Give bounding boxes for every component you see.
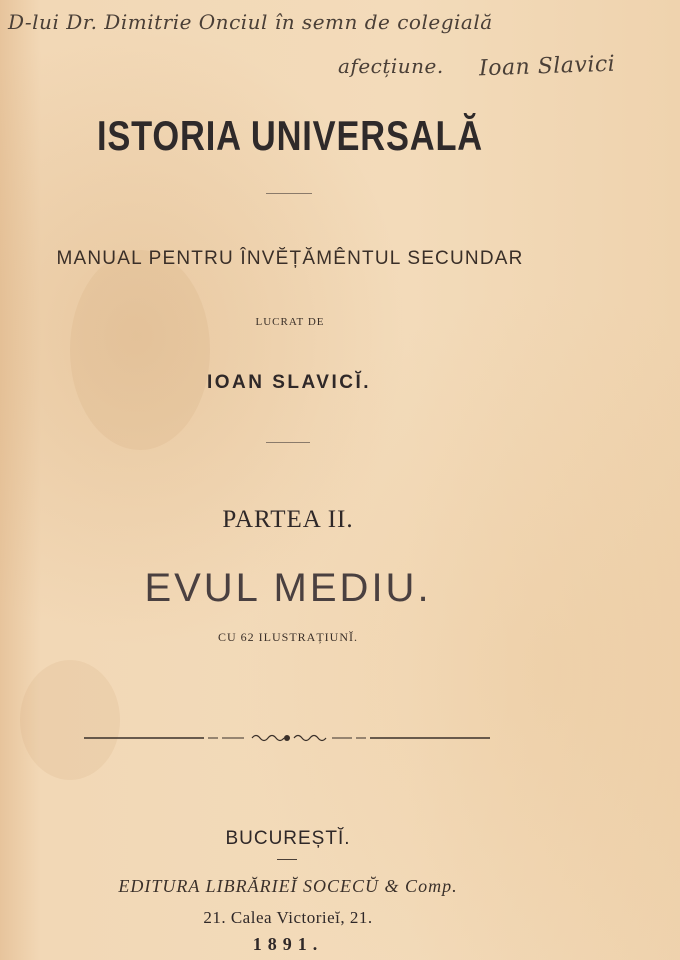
part-number: PARTEA II. (222, 506, 354, 533)
illustrations-note: CU 62 ILUSTRAȚIUNĬ. (218, 630, 358, 644)
paper-stain (20, 660, 120, 780)
imprint-address: 21. Calea Victorieĭ, 21. (203, 908, 373, 927)
divider-rule (266, 193, 312, 194)
volume-title: EVUL MEDIU. (144, 566, 432, 610)
paper-stain (70, 250, 210, 450)
author-name: IOAN SLAVICĬ. (206, 372, 372, 393)
imprint-city: BUCUREȘTĬ. (225, 828, 351, 849)
handwritten-dedication-text: afecțiune. (338, 54, 444, 78)
imprint-publisher: EDITURA LIBRĂRIEĬ SOCECŬ & Comp. (118, 876, 458, 896)
book-subtitle: MANUAL PENTRU ÎNVĔȚĂMÊNTUL SECUNDAR (56, 248, 524, 269)
divider-rule (277, 859, 297, 860)
handwritten-dedication-line-2 (338, 51, 616, 82)
worked-by-label: LUCRAT DE (255, 316, 325, 328)
handwritten-dedication-line-1: D-lui Dr. Dimitrie Onciul în semn de colegială (8, 10, 493, 34)
handwritten-signature: Ioan Slavici (478, 51, 616, 82)
book-title: ISTORIA UNIVERSALĂ (97, 112, 483, 159)
ornamental-divider (84, 728, 490, 748)
divider-rule (266, 442, 310, 443)
imprint-year: 1891. (252, 934, 324, 954)
